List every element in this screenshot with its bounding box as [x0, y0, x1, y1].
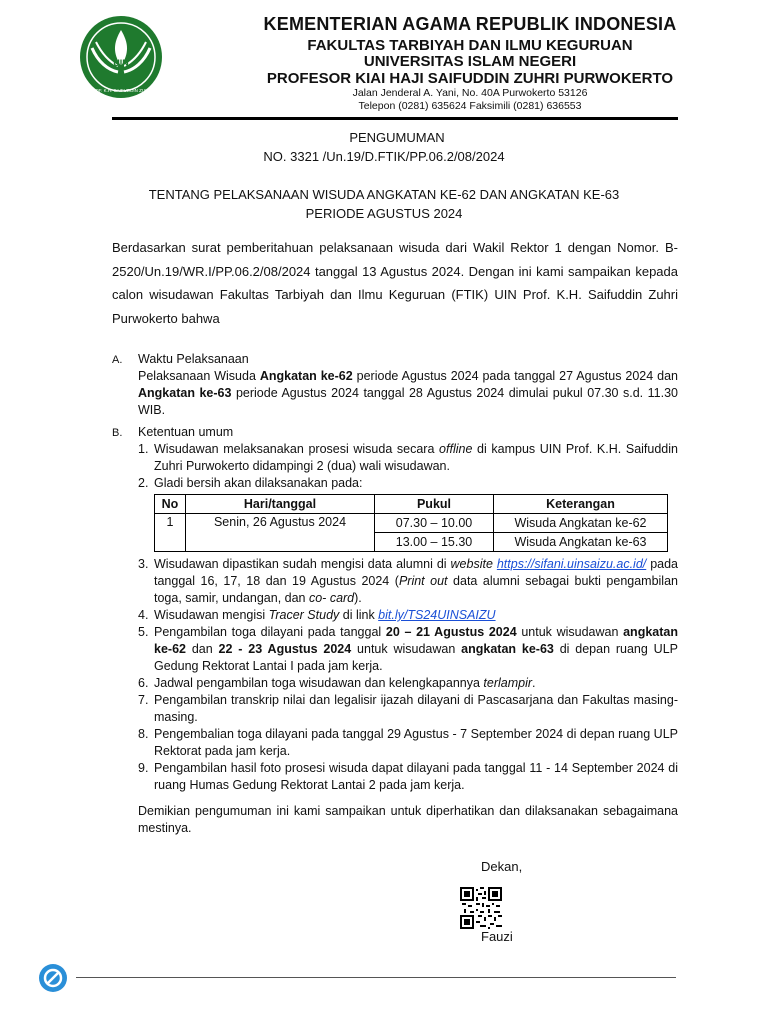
col-header-note: Keterangan — [494, 495, 668, 514]
list-item: 5. Pengambilan toga dilayani pada tanggal 20 – 21 Agustus 2024 untuk wisudawan angkatan ke-62 dan 22 - 23 Agustus 2024 untuk wisudawan angkatan ke-63 di depan ruang ULP Gedung Rektorat Lantai I pada jam kerja. — [138, 625, 678, 673]
intro-paragraph: Berdasarkan surat pemberitahuan pelaksanaan wisuda dari Wakil Rektor 1 dengan Nomor. B-2520/Un.19/WR.I/PP.06.2/08/2024 tanggal 13 Agustus 2024. Dengan ini kami sampaikan kepada calon wisudawan Fakultas Tarbiyah dan Ilmu Keguruan (FTIK) UIN Prof. K.H. Saifuddin Zuhri Purwokerto bahwa — [112, 240, 678, 326]
table-cell-note: Wisuda Angkatan ke-62 — [494, 514, 668, 533]
signature-qr-code — [460, 887, 502, 929]
tracer-study-link[interactable]: bit.ly/TS24UINSAIZU — [378, 608, 496, 622]
section-a — [112, 351, 678, 419]
list-item: 3. Wisudawan dipastikan sudah mengisi data alumni di website https://sifani.uinsaizu.ac.id/ pada tanggal 16, 17, 18 dan 19 Agustus 2024 (Print out data alumni sebagai bukti pengambilan toga, samir, undangan, dan co- card). — [138, 557, 678, 605]
announcement-subject-line2: PERIODE AGUSTUS 2024 — [305, 206, 463, 221]
letterhead-address: Jalan Jenderal A. Yani, No. 40A Purwokerto 53126 — [352, 87, 588, 99]
list-item: 7. Pengambilan transkrip nilai dan legalisir ijazah dilayani di Pascasarjana dan Fakultas masing-masing. — [138, 693, 678, 724]
letterhead-university: UNIVERSITAS ISLAM NEGERI — [363, 53, 577, 70]
section-a-body: Pelaksanaan Wisuda Angkatan ke-62 periode Agustus 2024 pada tanggal 27 Agustus 2024 dan Angkatan ke-63 periode Agustus 2024 tanggal 28 Agustus 2024 dimulai pukul 07.30 s.d. 11.30 WIB. — [138, 369, 679, 417]
col-header-date: Hari/tanggal — [186, 495, 375, 514]
table-cell-time: 07.30 – 10.00 — [375, 514, 494, 533]
letterhead-ministry: KEMENTERIAN AGAMA REPUBLIK INDONESIA — [263, 14, 677, 34]
university-logo — [78, 14, 164, 100]
table-header-row — [155, 495, 668, 514]
section-b-continued — [138, 556, 678, 794]
rehearsal-schedule-table — [154, 494, 668, 552]
svg-text:UIN: UIN — [113, 58, 129, 68]
list-item: 9. Pengambilan hasil foto prosesi wisuda dapat dilayani pada tanggal 11 - 14 September 2024 di ruang Humas Gedung Rektorat Lantai 2 pada jam kerja. — [138, 761, 678, 792]
letterhead-divider — [112, 117, 678, 120]
col-header-time: Pukul — [375, 495, 494, 514]
closing-paragraph: Demikian pengumuman ini kami sampaikan untuk diperhatikan dan dilaksanakan sebagaimana mestinya. — [138, 804, 678, 835]
signature-title: Dekan, — [481, 859, 523, 874]
letterhead-university-name: PROFESOR KIAI HAJI SAIFUDDIN ZUHRI PURWOKERTO — [266, 70, 674, 87]
signature-name: Fauzi — [481, 929, 513, 944]
sifani-link[interactable]: https://sifani.uinsaizu.ac.id/ — [496, 557, 647, 571]
footer-divider — [76, 977, 676, 978]
help-circle-icon[interactable] — [38, 963, 68, 993]
announcement-subject-line1: TENTANG PELAKSANAAN WISUDA ANGKATAN KE-62 DAN ANGKATAN KE-63 — [148, 187, 620, 202]
table-row — [155, 514, 668, 533]
svg-text:PROF. K.H. SAIFUDDIN ZUHRI: PROF. K.H. SAIFUDDIN ZUHRI — [89, 88, 153, 93]
section-b-title: Ketentuan umum — [138, 425, 234, 439]
list-item: 4. Wisudawan mengisi Tracer Study di link bit.ly/TS24UINSAIZU — [138, 608, 496, 622]
section-b-letter: B. — [112, 427, 123, 439]
announcement-label: PENGUMUMAN — [349, 130, 445, 145]
section-a-title: Waktu Pelaksanaan — [138, 352, 249, 366]
table-cell-time: 13.00 – 15.30 — [375, 533, 494, 552]
announcement-number: NO. 3321 /Un.19/D.FTIK/PP.06.2/08/2024 — [263, 149, 505, 164]
list-item: 2. Gladi bersih akan dilaksanakan pada: — [138, 476, 363, 490]
section-a-letter: A. — [112, 354, 123, 366]
list-item: 8. Pengembalian toga dilayani pada tanggal 29 Agustus - 7 September 2024 di depan ruang ULP Rektorat pada jam kerja. — [138, 727, 678, 758]
list-item: 1. Wisudawan melaksanakan prosesi wisuda secara offline di kampus UIN Prof. K.H. Saifuddin Zuhri Purwokerto didampingi 2 (dua) wali wisudawan. — [138, 442, 678, 473]
table-cell-no: 1 — [155, 514, 186, 552]
table-cell-date: Senin, 26 Agustus 2024 — [186, 514, 375, 552]
list-item: 6. Jadwal pengambilan toga wisudawan dan kelengkapannya terlampir. — [138, 676, 536, 690]
section-b — [112, 424, 678, 492]
letterhead-faculty: FAKULTAS TARBIYAH DAN ILMU KEGURUAN — [307, 37, 633, 54]
letterhead-phone: Telepon (0281) 635624 Faksimili (0281) 636553 — [358, 100, 582, 112]
table-cell-note: Wisuda Angkatan ke-63 — [494, 533, 668, 552]
col-header-no: No — [155, 495, 186, 514]
